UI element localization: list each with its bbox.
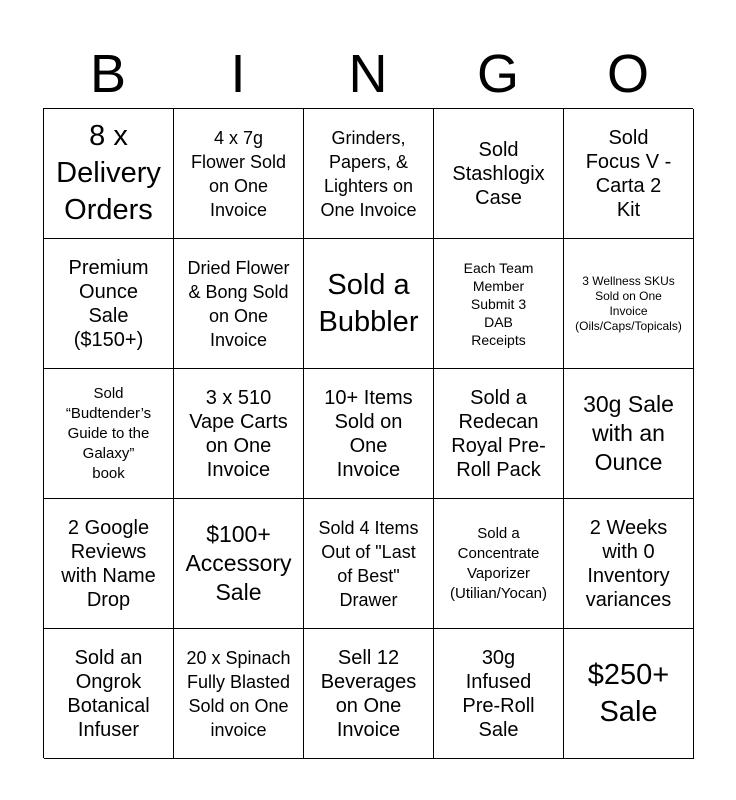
cell-text: $250+ Sale [587,658,670,728]
cell-text: Dried Flower & Bong Sold on One Invoice [187,257,290,350]
cell-text: 3 x 510 Vape Carts on One Invoice [189,386,288,481]
bingo-cell-r5c1[interactable] [44,629,174,759]
bingo-cell-r5c5[interactable] [564,629,694,759]
bingo-cell-r1c1[interactable] [44,109,174,239]
bingo-cell-r4c1[interactable] [44,499,174,629]
cell-text: Sold an Ongrok Botanical Infuser [67,646,150,741]
cell-text: 2 Google Reviews with Name Drop [61,516,156,611]
cell-text: 10+ Items Sold on One Invoice [324,386,413,481]
bingo-cell-r5c3[interactable] [304,629,434,759]
header-letter-i: I [230,44,246,104]
bingo-cell-r1c2[interactable] [174,109,304,239]
cell-text: 4 x 7g Flower Sold on One Invoice [190,127,287,220]
cell-text: $100+ Accessory Sale [185,521,292,605]
bingo-cell-r2c2[interactable] [174,239,304,369]
cell-text: Sold Focus V - Carta 2 Kit [585,126,672,221]
cell-text: Each Team Member Submit 3 DAB Receipts [463,259,534,348]
bingo-cell-r3c5[interactable] [564,369,694,499]
bingo-cell-r2c4[interactable] [434,239,564,369]
cell-text: Premium Ounce Sale ($150+) [68,256,149,351]
bingo-cell-r4c2[interactable] [174,499,304,629]
bingo-cell-r4c4[interactable] [434,499,564,629]
bingo-cell-r1c5[interactable] [564,109,694,239]
header-letter-n: N [348,44,388,104]
cell-text: Grinders, Papers, & Lighters on One Invoice [320,127,417,220]
cell-text: Sell 12 Beverages on One Invoice [320,646,417,741]
cell-text: Sold 4 Items Out of "Last of Best" Drawer [318,517,419,610]
cell-text: 8 x Delivery Orders [56,120,161,226]
bingo-cell-r5c4[interactable] [434,629,564,759]
bingo-cell-r3c2[interactable] [174,369,304,499]
bingo-cell-r4c3[interactable] [304,499,434,629]
cell-text: 3 Wellness SKUs Sold on One Invoice (Oils/Caps/Topicals) [575,273,682,333]
cell-text: 30g Infused Pre-Roll Sale [462,646,535,741]
cell-text: Sold a Concentrate Vaporizer (Utilian/Yocan) [450,524,547,602]
bingo-cell-r5c2[interactable] [174,629,304,759]
cell-text: Sold Stashlogix Case [452,138,545,209]
bingo-cell-r2c5[interactable] [564,239,694,369]
header-letter-o: O [606,44,649,104]
bingo-cell-r3c1[interactable] [44,369,174,499]
header-letter-g: G [476,44,519,104]
cell-text: 20 x Spinach Fully Blasted Sold on One invoice [186,647,291,740]
bingo-cell-r2c3[interactable] [304,239,434,369]
bingo-cell-r3c3[interactable] [304,369,434,499]
bingo-cell-r1c3[interactable] [304,109,434,239]
header-letter-b: B [89,44,127,104]
bingo-header [43,40,693,108]
bingo-grid [43,108,693,758]
bingo-cell-r3c4[interactable] [434,369,564,499]
cell-text: Sold a Redecan Royal Pre- Roll Pack [451,386,546,481]
cell-text: Sold a Bubbler [318,268,419,338]
cell-text: Sold “Budtender’s Guide to the Galaxy” book [65,384,152,482]
bingo-cell-r1c4[interactable] [434,109,564,239]
bingo-cell-r2c1[interactable] [44,239,174,369]
bingo-cell-r4c5[interactable] [564,499,694,629]
cell-text: 30g Sale with an Ounce [583,391,674,475]
cell-text: 2 Weeks with 0 Inventory variances [585,516,672,611]
